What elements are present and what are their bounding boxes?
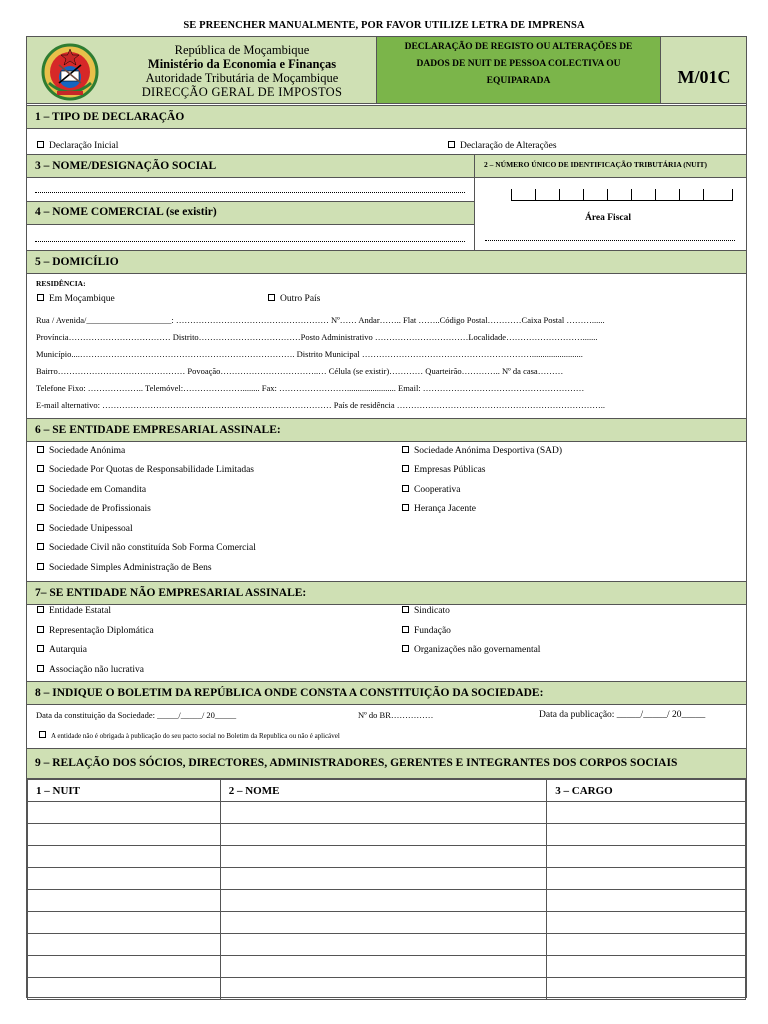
declaration-title: DECLARAÇÃO DE REGISTO OU ALTERAÇÕES DE DADOS DE NUIT DE PESSOA COLECTIVA OU EQUIPARADA (376, 37, 661, 103)
section-2-title: 2 – NÚMERO ÚNICO DE IDENTIFICAÇÃO TRIBUTÁRIA (NUIT) (474, 154, 746, 178)
col-cargo-header: 3 – CARGO (547, 780, 746, 802)
form-code: M/01C (677, 67, 731, 87)
option-nao-obrigada[interactable]: A entidade não é obrigada à publicação do seu pacto social no Boletim da Republica ou não é aplicável (39, 731, 340, 740)
checkbox[interactable] (448, 141, 455, 148)
option-sociedade-anonima[interactable]: Sociedade Anónima (37, 446, 125, 456)
table-row (28, 868, 746, 890)
address-line-telefone[interactable]: Telefone Fixo: ……………….. Telemóvel:…………………........ Fax: ……………………....................... Email: ………………………………………………… (36, 383, 585, 393)
nuit-cell[interactable] (28, 890, 221, 912)
section-8-title: 8 – INDIQUE O BOLETIM DA REPÚBLICA ONDE CONSTA A CONSTITUIÇÃO DA SOCIEDADE: (27, 681, 746, 705)
nuit-cell[interactable] (28, 912, 221, 934)
section-7-title: 7– SE ENTIDADE NÃO EMPRESARIAL ASSINALE: (27, 581, 746, 605)
table-row (28, 890, 746, 912)
address-line-bairro[interactable]: Bairro……………………………………… Povoação……………………………..… Célula (se existir)………… Quarteirão………….. Nº da casa……… (36, 366, 564, 376)
table-row (28, 978, 746, 1000)
cargo-cell[interactable] (547, 824, 746, 846)
directorate-name: DIRECÇÃO GERAL DE IMPOSTOS (141, 85, 343, 99)
form-frame (26, 36, 747, 998)
area-fiscal-field[interactable] (485, 240, 735, 241)
option-sociedade-quotas[interactable]: Sociedade Por Quotas de Responsabilidade Limitadas (37, 465, 254, 475)
nuit-cell[interactable] (28, 868, 221, 890)
address-line-rua[interactable]: Rua / Avenida/____________________: ……………………………………………… Nº…… Andar…….. Flat ……..Código Postal…………Caixa Postal ………...... (36, 315, 605, 325)
checkbox[interactable] (268, 294, 275, 301)
table-row (28, 956, 746, 978)
section-5-title: 5 – DOMICÍLIO (27, 250, 746, 274)
nome-cell[interactable] (220, 912, 547, 934)
nuit-cell[interactable] (28, 934, 221, 956)
data-constituicao-field[interactable]: Data da constituição da Sociedade: _____/_____/ 20_____ (36, 710, 237, 720)
option-sad[interactable]: Sociedade Anónima Desportiva (SAD) (402, 446, 562, 456)
option-empresas-publicas[interactable]: Empresas Públicas (402, 465, 486, 475)
option-sociedade-unipessoal[interactable]: Sociedade Unipessoal (37, 524, 133, 534)
residencia-label: RESIDÊNCIA: (36, 279, 86, 288)
nome-cell[interactable] (220, 846, 547, 868)
data-publicacao-field[interactable]: Data da publicação: _____/_____/ 20_____ (539, 710, 706, 720)
section-9-title: 9 – RELAÇÃO DOS SÓCIOS, DIRECTORES, ADMINISTRADORES, GERENTES E INTEGRANTES DOS CORPOS SOCIAIS (27, 748, 746, 779)
option-associacao[interactable]: Associação não lucrativa (37, 665, 144, 675)
cargo-cell[interactable] (547, 868, 746, 890)
option-cooperativa[interactable]: Cooperativa (402, 485, 460, 495)
nome-comercial-field[interactable] (35, 241, 465, 242)
table-row (28, 934, 746, 956)
checkbox[interactable] (37, 141, 44, 148)
nuit-input-boxes[interactable] (511, 189, 733, 201)
address-line-email[interactable]: E-mail alternativo: ……………………………………………………………………… País de residência ……………………………………………………………….. (36, 400, 605, 410)
option-outro-pais[interactable]: Outro País (268, 294, 320, 304)
cargo-cell[interactable] (547, 956, 746, 978)
divider (474, 154, 475, 250)
table-row (28, 802, 746, 824)
section-4-title: 4 – NOME COMERCIAL (se existir) (27, 201, 474, 225)
nome-cell[interactable] (220, 978, 547, 1000)
nome-cell[interactable] (220, 802, 547, 824)
cargo-cell[interactable] (547, 934, 746, 956)
ministry-name: Ministério da Economia e Finanças (147, 57, 337, 71)
section-1-title: 1 – TIPO DE DECLARAÇÃO (27, 105, 746, 129)
address-line-provincia[interactable]: Província……………………………… Distrito………………………………Posto Administrativo ……………………………Localidade………………………....... (36, 332, 598, 342)
nuit-cell[interactable] (28, 956, 221, 978)
option-heranca-jacente[interactable]: Herança Jacente (402, 504, 476, 514)
col-nuit-header: 1 – NUIT (28, 780, 221, 802)
section-3-title: 3 – NOME/DESIGNAÇÃO SOCIAL (27, 154, 474, 178)
option-declaracao-inicial[interactable]: Declaração Inicial (37, 141, 118, 151)
area-fiscal-label: Área Fiscal (585, 213, 631, 223)
option-declaracao-alteracoes[interactable]: Declaração de Alterações (448, 141, 557, 151)
nuit-cell[interactable] (28, 824, 221, 846)
option-em-mocambique[interactable]: Em Moçambique (37, 294, 115, 304)
nome-cell[interactable] (220, 934, 547, 956)
nome-cell[interactable] (220, 956, 547, 978)
agency-block (112, 43, 372, 99)
cargo-cell[interactable] (547, 978, 746, 1000)
checkbox[interactable] (37, 294, 44, 301)
socios-table (27, 779, 746, 1000)
form-header (27, 37, 746, 104)
table-row (28, 846, 746, 868)
mozambique-emblem-icon (41, 43, 99, 101)
manual-fill-note: SE PREENCHER MANUALMENTE, POR FAVOR UTILIZE LETRA DE IMPRENSA (183, 20, 585, 31)
cargo-cell[interactable] (547, 890, 746, 912)
address-line-municipio[interactable]: Município....…………………………………………………………………. Distrito Municipal ……………………………………………………........................ (36, 349, 583, 359)
col-nome-header: 2 – NOME (220, 780, 547, 802)
option-sindicato[interactable]: Sindicato (402, 606, 450, 616)
cargo-cell[interactable] (547, 912, 746, 934)
table-row (28, 912, 746, 934)
nuit-cell[interactable] (28, 802, 221, 824)
section-6-title: 6 – SE ENTIDADE EMPRESARIAL ASSINALE: (27, 418, 746, 442)
table-row (28, 824, 746, 846)
option-sociedade-comandita[interactable]: Sociedade em Comandita (37, 485, 146, 495)
cargo-cell[interactable] (547, 802, 746, 824)
nuit-cell[interactable] (28, 846, 221, 868)
republic-name: República de Moçambique (174, 43, 310, 57)
option-entidade-estatal[interactable]: Entidade Estatal (37, 606, 111, 616)
table-header-row (28, 780, 746, 802)
authority-name: Autoridade Tributária de Moçambique (145, 71, 339, 85)
cargo-cell[interactable] (547, 846, 746, 868)
nome-cell[interactable] (220, 890, 547, 912)
nome-social-field[interactable] (35, 192, 465, 193)
option-autarquia[interactable]: Autarquia (37, 645, 87, 655)
option-representacao-diplomatica[interactable]: Representação Diplomática (37, 626, 154, 636)
option-sociedade-simples[interactable]: Sociedade Simples Administração de Bens (37, 563, 212, 573)
nome-cell[interactable] (220, 824, 547, 846)
nuit-cell[interactable] (28, 978, 221, 1000)
option-sociedade-profissionais[interactable]: Sociedade de Profissionais (37, 504, 151, 514)
option-fundacao[interactable]: Fundação (402, 626, 451, 636)
option-ong[interactable]: Organizações não governamental (402, 645, 540, 655)
numero-br-field[interactable]: Nº do BR…………… (358, 710, 434, 720)
option-sociedade-civil[interactable]: Sociedade Civil não constituída Sob Forma Comercial (37, 543, 256, 553)
nome-cell[interactable] (220, 868, 547, 890)
